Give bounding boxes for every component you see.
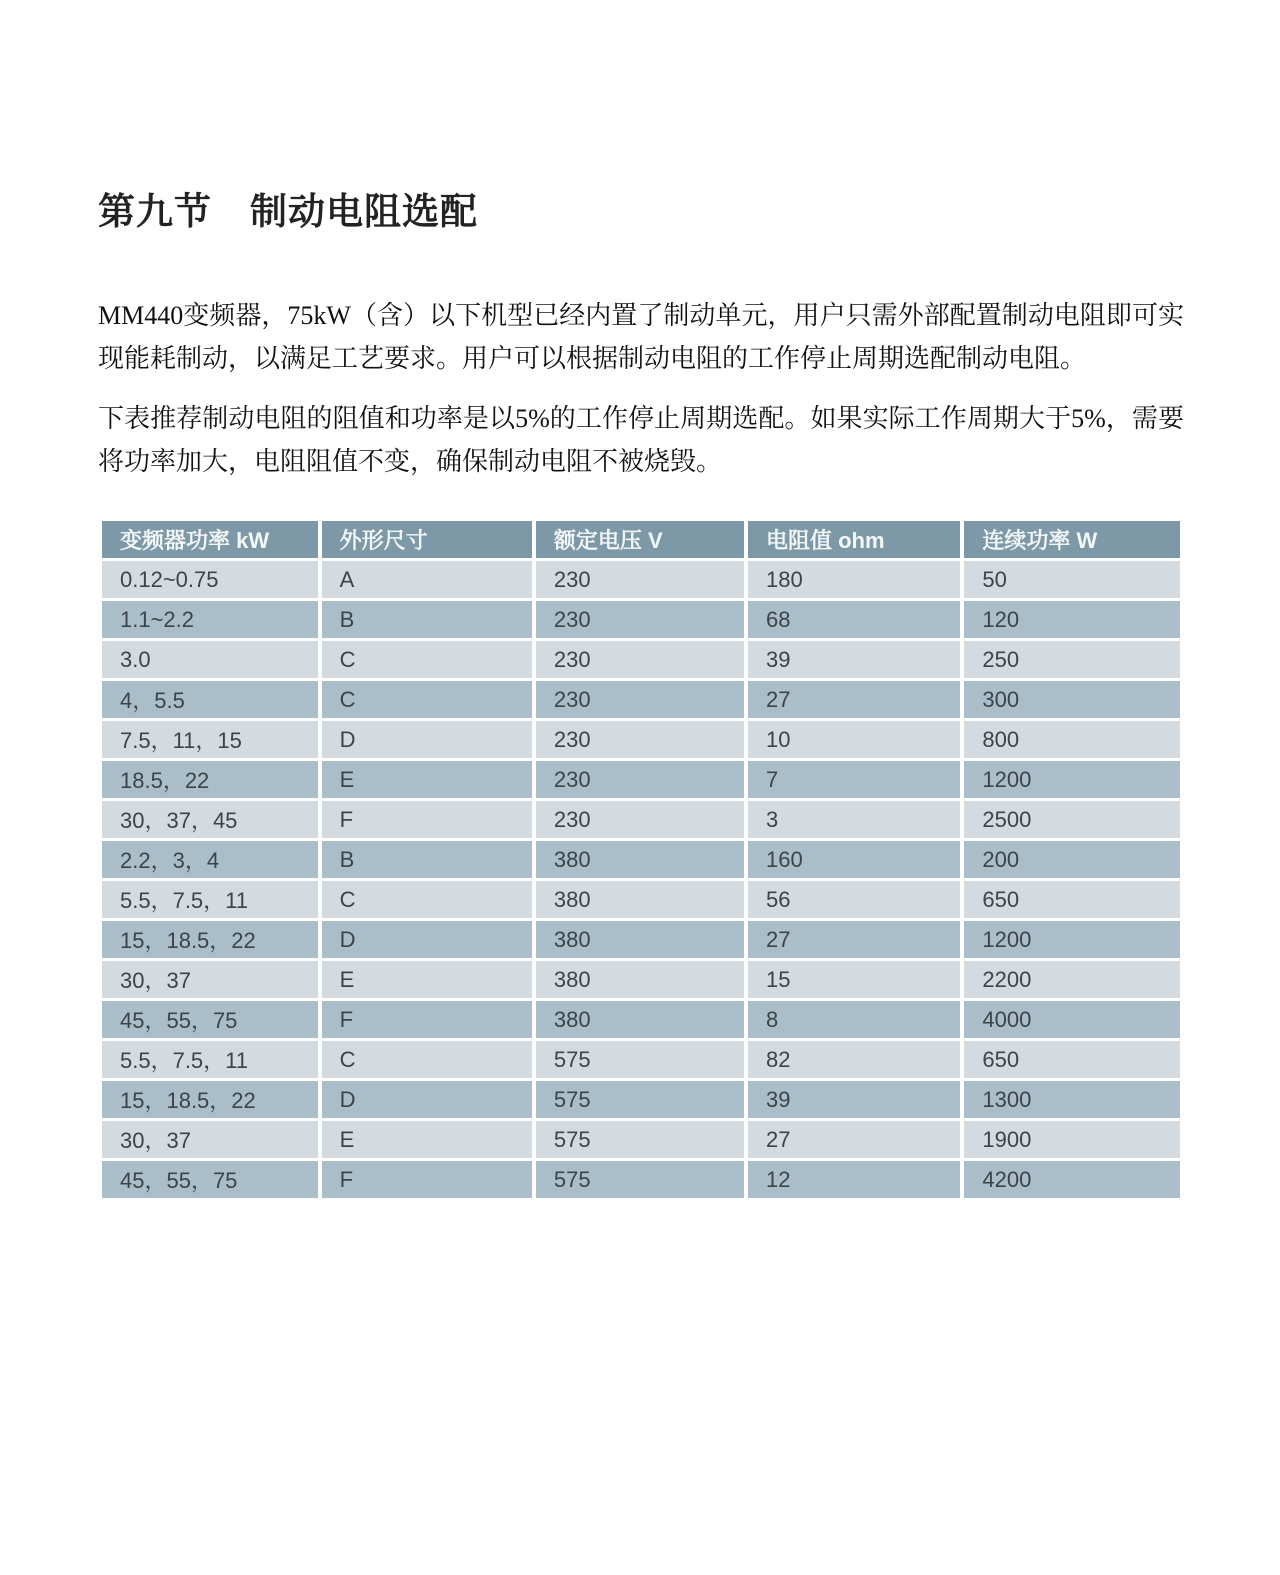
table-cell: 3 xyxy=(748,801,960,838)
table-cell: C xyxy=(322,681,532,718)
table-cell: D xyxy=(322,921,532,958)
table-cell: 1.1~2.2 xyxy=(102,601,318,638)
table-cell: 380 xyxy=(536,841,744,878)
table-row xyxy=(102,881,1180,918)
table-cell: 575 xyxy=(536,1041,744,1078)
table-cell: 4000 xyxy=(964,1001,1180,1038)
column-header: 外形尺寸 xyxy=(322,521,532,558)
table-cell: 1900 xyxy=(964,1121,1180,1158)
table-cell: 39 xyxy=(748,1081,960,1118)
table-cell: 380 xyxy=(536,961,744,998)
table-cell: 56 xyxy=(748,881,960,918)
table-cell: 230 xyxy=(536,601,744,638)
table-cell: 82 xyxy=(748,1041,960,1078)
table-row xyxy=(102,1161,1180,1198)
table-row xyxy=(102,641,1180,678)
table-cell: 300 xyxy=(964,681,1180,718)
table-cell: 230 xyxy=(536,641,744,678)
table-row xyxy=(102,961,1180,998)
table-cell: 27 xyxy=(748,921,960,958)
table-cell: B xyxy=(322,841,532,878)
table-cell: 1200 xyxy=(964,761,1180,798)
table-row xyxy=(102,1041,1180,1078)
table-cell: 27 xyxy=(748,1121,960,1158)
table-cell: 120 xyxy=(964,601,1180,638)
table-cell: 250 xyxy=(964,641,1180,678)
table-row xyxy=(102,841,1180,878)
table-header-row xyxy=(102,521,1180,558)
table-row xyxy=(102,561,1180,598)
table-cell: 230 xyxy=(536,561,744,598)
table-row xyxy=(102,921,1180,958)
table-cell: 160 xyxy=(748,841,960,878)
table-cell: 4200 xyxy=(964,1161,1180,1198)
table-cell: 380 xyxy=(536,921,744,958)
table-cell: 15，18.5，22 xyxy=(102,1081,318,1118)
table-cell: 1200 xyxy=(964,921,1180,958)
table-row xyxy=(102,761,1180,798)
table-cell: 200 xyxy=(964,841,1180,878)
table-cell: 2.2，3，4 xyxy=(102,841,318,878)
table-cell: 380 xyxy=(536,881,744,918)
table-cell: E xyxy=(322,961,532,998)
table-cell: 2200 xyxy=(964,961,1180,998)
table-cell: 4，5.5 xyxy=(102,681,318,718)
table-cell: 3.0 xyxy=(102,641,318,678)
table-cell: C xyxy=(322,881,532,918)
table-body xyxy=(102,561,1180,1198)
table-row xyxy=(102,1001,1180,1038)
table-cell: 50 xyxy=(964,561,1180,598)
table-cell: 2500 xyxy=(964,801,1180,838)
table-cell: 5.5，7.5，11 xyxy=(102,881,318,918)
table-cell: D xyxy=(322,721,532,758)
table-cell: 575 xyxy=(536,1161,744,1198)
table-cell: 27 xyxy=(748,681,960,718)
table-cell: 30，37 xyxy=(102,961,318,998)
table-cell: 5.5，7.5，11 xyxy=(102,1041,318,1078)
table-cell: 1300 xyxy=(964,1081,1180,1118)
table-cell: F xyxy=(322,1001,532,1038)
table-cell: 180 xyxy=(748,561,960,598)
recommendation-paragraph: 下表推荐制动电阻的阻值和功率是以5%的工作停止周期选配。如果实际工作周期大于5%，需要将功率加大，电阻阻值不变，确保制动电阻不被烧毁。 xyxy=(98,404,1184,476)
table-cell: 68 xyxy=(748,601,960,638)
table-cell: F xyxy=(322,801,532,838)
table-cell: 230 xyxy=(536,681,744,718)
table-cell: 18.5，22 xyxy=(102,761,318,798)
table-cell: 8 xyxy=(748,1001,960,1038)
table-cell: 380 xyxy=(536,1001,744,1038)
table-cell: 15 xyxy=(748,961,960,998)
table-cell: 30，37，45 xyxy=(102,801,318,838)
braking-resistor-table xyxy=(98,518,1184,1201)
table-cell: 30，37 xyxy=(102,1121,318,1158)
table-cell: 7.5，11，15 xyxy=(102,721,318,758)
table-row xyxy=(102,1121,1180,1158)
table-cell: 230 xyxy=(536,801,744,838)
table-cell: 575 xyxy=(536,1081,744,1118)
table-cell: C xyxy=(322,1041,532,1078)
table-row xyxy=(102,681,1180,718)
table-cell: 45，55，75 xyxy=(102,1161,318,1198)
table-cell: 800 xyxy=(964,721,1180,758)
column-header: 电阻值 ohm xyxy=(748,521,960,558)
table-cell: 15，18.5，22 xyxy=(102,921,318,958)
table-cell: F xyxy=(322,1161,532,1198)
column-header: 额定电压 V xyxy=(536,521,744,558)
table-cell: 230 xyxy=(536,761,744,798)
table-cell: 10 xyxy=(748,721,960,758)
table-cell: E xyxy=(322,1121,532,1158)
table-cell: 7 xyxy=(748,761,960,798)
table-cell: 0.12~0.75 xyxy=(102,561,318,598)
table-cell: 12 xyxy=(748,1161,960,1198)
table-cell: 650 xyxy=(964,1041,1180,1078)
table-cell: 650 xyxy=(964,881,1180,918)
table-cell: E xyxy=(322,761,532,798)
table-cell: 39 xyxy=(748,641,960,678)
table-cell: A xyxy=(322,561,532,598)
table-row xyxy=(102,601,1180,638)
table-cell: 45，55，75 xyxy=(102,1001,318,1038)
table-cell: D xyxy=(322,1081,532,1118)
intro-paragraph: MM440变频器，75kW（含）以下机型已经内置了制动单元，用户只需外部配置制动电阻即可实现能耗制动，以满足工艺要求。用户可以根据制动电阻的工作停止周期选配制动电阻。 xyxy=(98,301,1184,373)
table-cell: B xyxy=(322,601,532,638)
table-cell: 230 xyxy=(536,721,744,758)
table-row xyxy=(102,721,1180,758)
table-row xyxy=(102,1081,1180,1118)
table-cell: C xyxy=(322,641,532,678)
page-title: 第九节 制动电阻选配 xyxy=(98,191,478,232)
table-cell: 575 xyxy=(536,1121,744,1158)
column-header: 连续功率 W xyxy=(964,521,1180,558)
table-row xyxy=(102,801,1180,838)
column-header: 变频器功率 kW xyxy=(102,521,318,558)
